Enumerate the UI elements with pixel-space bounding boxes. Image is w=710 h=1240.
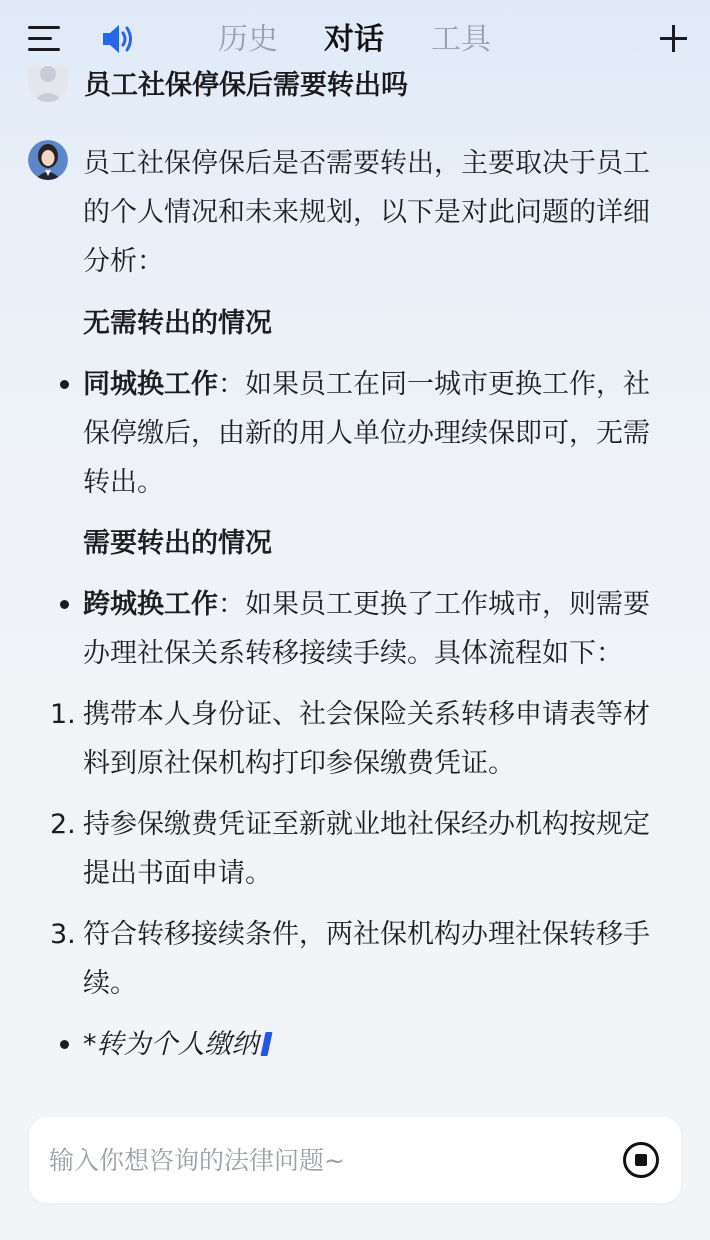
user-question-text: 员工社保停保后需要转出吗 xyxy=(84,70,408,101)
assistant-answer xyxy=(50,139,673,1060)
bullet-text: ：如果员工更换了工作城市，则需要办理社保关系转移接续手续。具体流程如下： xyxy=(83,589,650,669)
tab-history[interactable]: 历史 xyxy=(218,22,278,57)
streaming-text: *转为个人缴纳 xyxy=(83,1029,259,1060)
bullet-dot xyxy=(60,600,69,609)
typing-cursor-icon xyxy=(260,1032,272,1056)
chat-input-bar xyxy=(29,1117,681,1203)
step-item xyxy=(50,690,673,788)
step-item xyxy=(50,910,673,1008)
step-text: 持参保缴费凭证至新就业地社保经办机构按规定提出书面申请。 xyxy=(83,809,650,889)
user-message xyxy=(0,62,710,106)
step-item xyxy=(50,800,673,898)
bullet-title: 跨城换工作 xyxy=(83,589,218,620)
step-text: 携带本人身份证、社会保险关系转移申请表等材料到原社保机构打印参保缴费凭证。 xyxy=(83,699,650,779)
step-number: 1. xyxy=(50,699,76,730)
question-input[interactable] xyxy=(49,1138,569,1182)
plus-icon[interactable] xyxy=(656,22,690,56)
streaming-line xyxy=(83,1020,673,1069)
tab-tools[interactable]: 工具 xyxy=(431,22,491,57)
section-heading-no-transfer: 无需转出的情况 xyxy=(83,308,272,339)
answer-intro: 员工社保停保后是否需要转出，主要取决于员工的个人情况和未来规划，以下是对此问题的详细分析： xyxy=(83,148,650,277)
step-text: 符合转移接续条件，两社保机构办理社保转移手续。 xyxy=(83,919,650,999)
tab-chat[interactable]: 对话 xyxy=(324,22,384,57)
bullet-title: 同城换工作 xyxy=(83,369,218,400)
bullet-cross-city xyxy=(83,580,673,678)
bullet-text: ：如果员工在同一城市更换工作，社保停缴后，由新的用人单位办理续保即可，无需转出。 xyxy=(83,369,650,498)
assistant-avatar xyxy=(28,140,68,180)
bullet-dot xyxy=(60,1040,69,1049)
stop-icon[interactable] xyxy=(622,1141,660,1179)
step-number: 2. xyxy=(50,809,76,840)
bullet-same-city xyxy=(83,360,673,507)
user-avatar xyxy=(28,66,68,102)
tab-bar xyxy=(0,18,710,62)
section-heading-need-transfer: 需要转出的情况 xyxy=(83,528,272,559)
bullet-dot xyxy=(60,380,69,389)
step-number: 3. xyxy=(50,919,76,950)
